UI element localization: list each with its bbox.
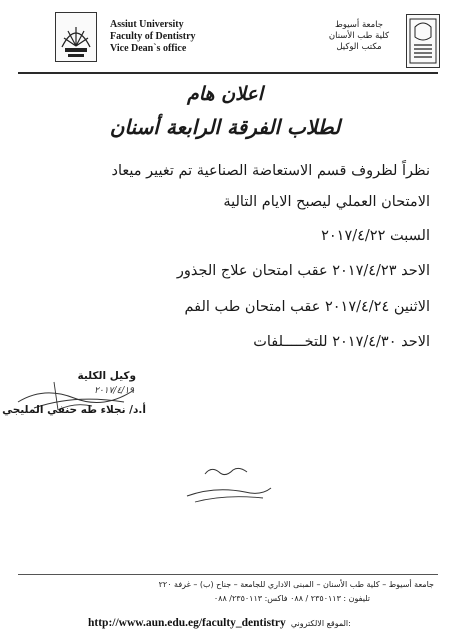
footer-address: جامعة أسيوط – كلية طب الأسنان – المبنى الاداري للجامعة – جناح (ب) – غرفة ٢٢٠ [158,580,434,589]
header-university-ar: جامعة أسيوط [334,20,384,30]
header-divider [18,72,438,74]
body-line-3: السبت ٢٠١٧/٤/٢٢ [321,228,430,244]
body-line-1: نظراً لظروف قسم الاستعاضة الصناعية تم تغيير ميعاد [111,163,430,179]
header-university-en: Assiut University [110,19,184,30]
body-line-6: الاحد ٢٠١٧/٤/٣٠ للتخـــــلفات [253,334,430,350]
body-line-4: الاحد ٢٠١٧/٤/٢٣ عقب امتحان علاج الجذور [176,263,430,279]
header-office-en: Vice Dean`s office [110,43,187,54]
footer-divider [18,574,438,575]
faculty-logo [406,14,440,68]
university-emblem-icon [56,13,96,61]
header-english [110,19,220,55]
body-line-2: الامتحان العملي ليصبح الايام التالية [223,194,430,210]
announcement-title: اعلان هام [186,83,264,105]
university-logo [55,12,97,62]
secondary-signature-icon [175,460,275,510]
announcement-subtitle: لطلاب الفرقة الرابعة أسنان [109,115,341,139]
header-arabic [318,20,400,53]
website-label: الموقع الالكتروني: [290,619,351,628]
footer-website [88,611,434,630]
handwritten-date: ٢٠١٧/٤/١٩ [94,386,134,396]
signatory-role: وكيل الكلية [77,370,136,382]
header-office-ar: مكتب الوكيل [336,42,382,52]
faculty-emblem-icon [407,15,439,67]
header-faculty-ar: كلية طب الأسنان [328,31,390,41]
signatory-name: أ.د/ نجلاء طه حنفي المليجي [2,404,146,416]
header-faculty-en: Faculty of Dentistry [110,31,196,42]
footer-phone: تليفون : ٢٣٥٠١١٣ / ٠٨٨ فاكس: ٢٣٥٠١١٣/ ٠٨٨ [213,594,370,603]
body-line-5: الاثنين ٢٠١٧/٤/٢٤ عقب امتحان طب الفم [184,299,430,315]
website-url-link[interactable]: http://www.aun.edu.eg/faculty_dentistry [88,617,286,629]
